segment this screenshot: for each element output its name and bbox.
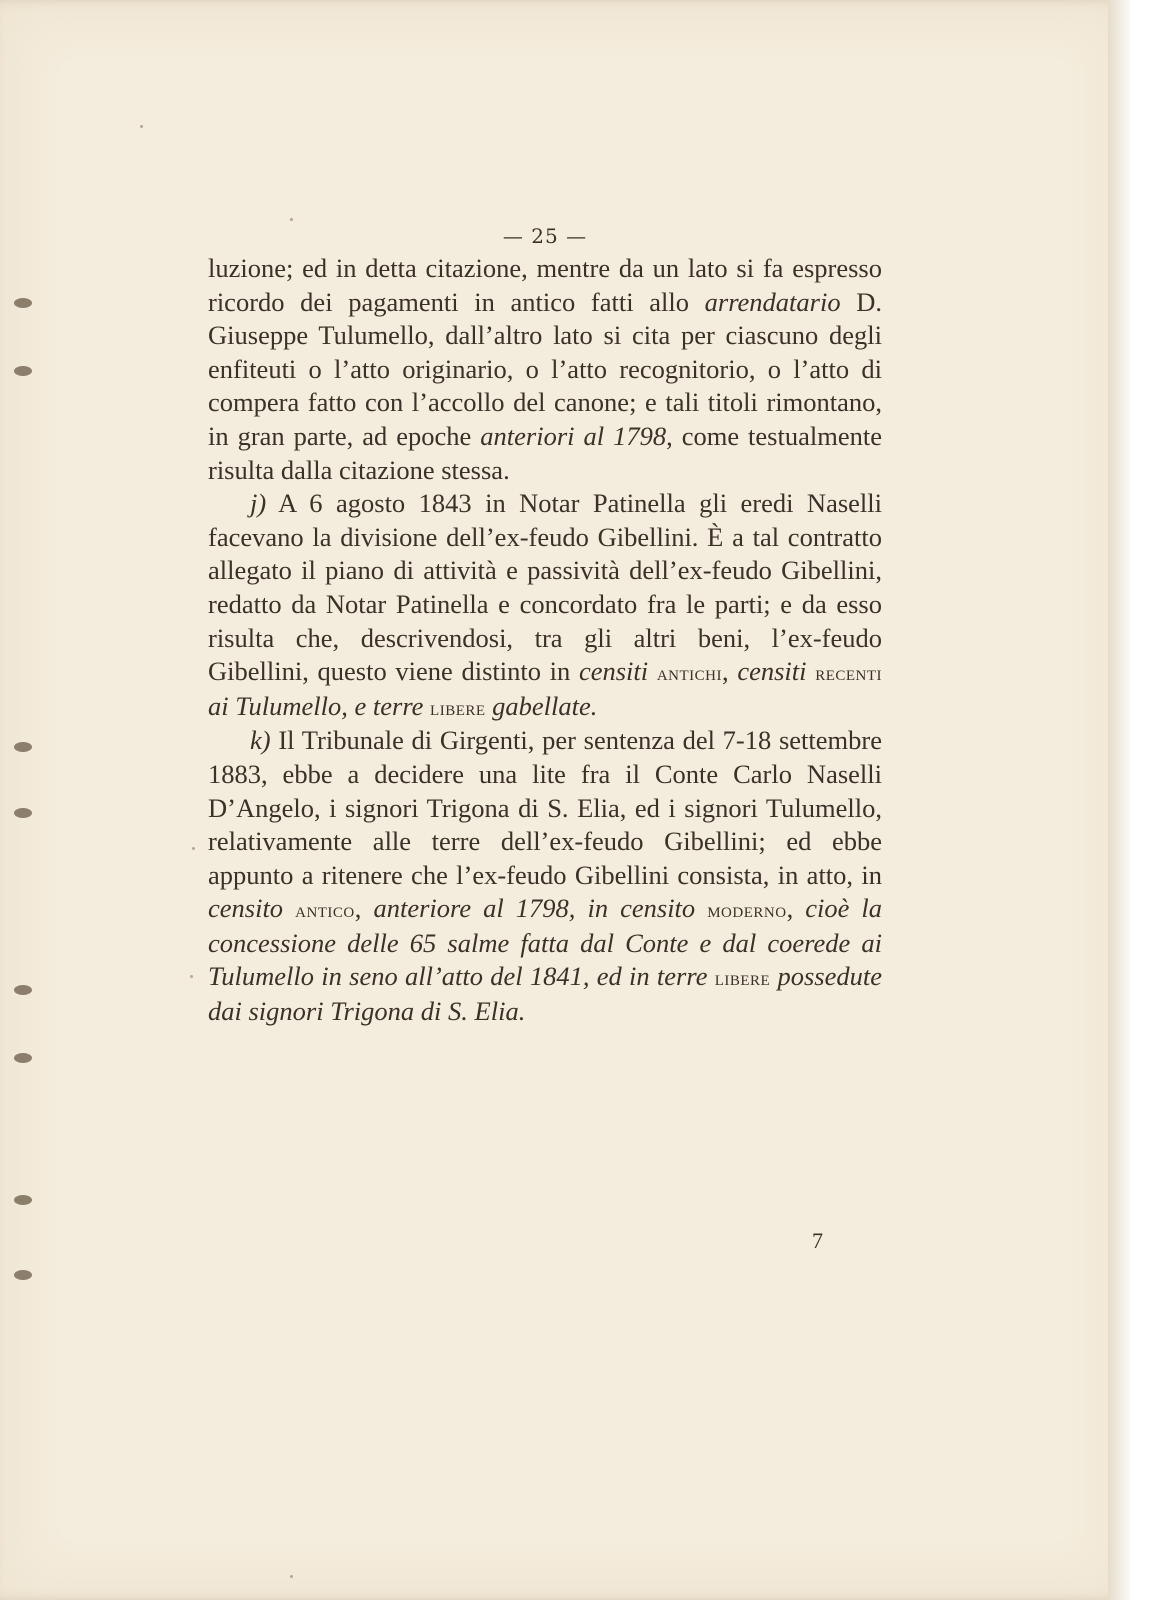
text-run: D. Giuseppe Tulumello, dall’altro lato si cita per ciascuno degli enfiteuti o l’atto originario, o l’atto recognitorio, o l’atto di compera fatto con l’accollo del canone; e tali titoli rimontano, in gran parte, ad epoche xyxy=(208,286,882,451)
paper-speck xyxy=(290,218,293,221)
text-run: recenti xyxy=(815,660,883,686)
text-run xyxy=(807,656,816,686)
text-run: luzione; ed in detta citazione, mentre da un lato si fa espresso ricordo dei pagamenti in antico fatti allo xyxy=(208,253,882,317)
text-run: censiti xyxy=(737,656,807,687)
page-edge xyxy=(1108,0,1130,1600)
text-run: censito xyxy=(208,893,284,924)
text-run: , xyxy=(722,656,738,687)
text-run: libere xyxy=(714,965,771,991)
binding-hole xyxy=(14,298,32,308)
text-run: ai Tulumello, e terre xyxy=(208,690,424,721)
text-run: , xyxy=(786,893,806,924)
binding-hole xyxy=(14,742,32,752)
paper-speck xyxy=(290,1575,293,1578)
text-run: antico xyxy=(295,897,355,923)
binding-hole xyxy=(14,985,32,995)
text-run xyxy=(695,893,707,923)
paragraph-paragraph-k xyxy=(208,724,882,1028)
page-header-number: — 25 — xyxy=(502,224,588,248)
text-run: j) xyxy=(250,488,267,519)
text-run: arrendatario xyxy=(704,286,841,317)
text-run: libere xyxy=(430,694,486,720)
text-run: , xyxy=(354,893,374,924)
text-run: anteriori al 1798 xyxy=(480,420,667,451)
text-run: censiti xyxy=(578,656,649,687)
paragraph-paragraph-j xyxy=(208,487,882,724)
text-run xyxy=(283,893,295,923)
text-run: moderno xyxy=(707,897,787,923)
binding-hole xyxy=(14,808,32,818)
text-run: gabellate. xyxy=(492,690,598,721)
text-run: A 6 agosto 1843 in Notar Patinella gli eredi Naselli facevano la divisione dell’ex-feudo Gibellini. È a tal contratto allegato il piano di attività e passività dell’ex-feudo Gibellini, redatto da Notar Patinella e concordato fra le parti; e da esso risulta che, descrivendosi, tra gli altri beni, l’ex-feudo Gibellini, questo viene distinto in xyxy=(208,488,882,687)
text-run: , come testualmente risulta dalla citazione stessa. xyxy=(208,420,882,485)
binding-hole xyxy=(14,1195,32,1205)
binding-hole xyxy=(14,1270,32,1280)
text-run: anteriore al 1798, in censito xyxy=(373,893,696,924)
text-run xyxy=(648,656,657,686)
text-run: possedute dai signori Trigona di S. Elia. xyxy=(208,961,882,1027)
text-run: antichi xyxy=(656,660,722,686)
text-run: cioè la concessione delle 65 salme fatta dal Conte e dal coerede ai Tulumello in seno all’atto del 1841, ed in terre xyxy=(208,893,883,992)
text-run: k) xyxy=(250,725,271,756)
signature-mark: 7 xyxy=(812,1228,823,1253)
text-run: Il Tribunale di Girgenti, per sentenza del 7-18 settembre 1883, ebbe a decidere una lite fra il Conte Carlo Naselli D’Angelo, i signori Trigona di S. Elia, ed i signori Tulumello, relativamente alle terre dell’ex-feudo Gibellini; ed ebbe appunto a ritenere che l’ex-feudo Gibellini consista, in atto, in xyxy=(208,725,882,890)
binding-hole xyxy=(14,366,32,376)
text-run xyxy=(707,961,714,991)
paper-speck xyxy=(192,847,195,850)
body-text xyxy=(208,252,882,1029)
paper-speck xyxy=(140,125,143,128)
paper-speck xyxy=(190,975,193,978)
paragraph-continuation xyxy=(208,252,882,487)
binding-hole xyxy=(14,1053,32,1063)
